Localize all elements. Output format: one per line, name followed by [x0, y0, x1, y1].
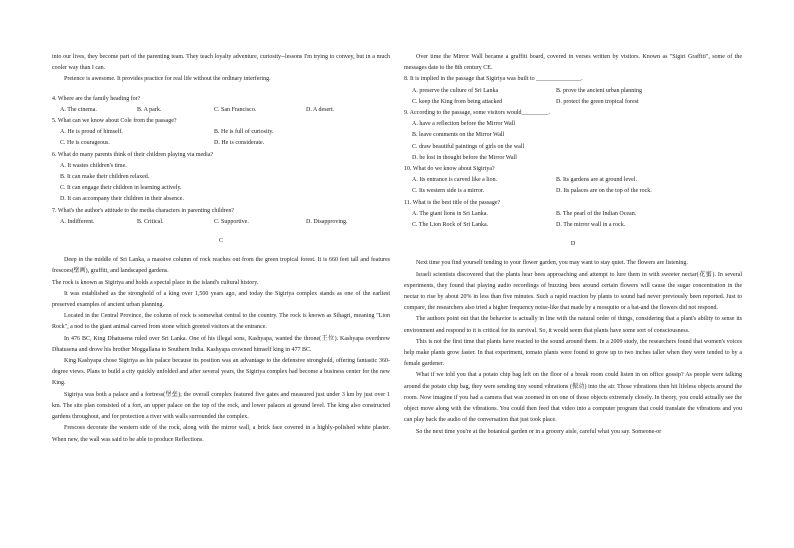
- passage-paragraph: Next time you find yourself tending to your flower garden, you may want to stay quiet. The flowers are listening.: [416, 260, 688, 267]
- option-a: A. He is proud of himself.: [60, 129, 123, 136]
- question-text: 9. According to the passage, some visitors would_________.: [404, 110, 550, 117]
- passage-paragraph: Sigiriya was both a palace and a fortress(堡垒); the overall complex featured five gates and measured just under 3 km by just over 1 km. The site plan consisted of a fort, an upper palace on the top of the rock, and lower palaces at ground level. The king also constructed gardens throughout, and for protection a river with walls surrounded the complex.: [52, 391, 390, 421]
- passage-paragraph: Frescoes decorate the western side of the rock, along with the mirror wall, a brick face covered in a highly-polished white plaster. When new, the wall was said to be able to produce Reflections.: [52, 425, 390, 443]
- option-b: B. Critical.: [137, 218, 164, 225]
- passage-paragraph: Located in the Central Province, the column of rock is somewhat central to the country. The rock is known as Sihagri, meaning "Lion Rock", a nod to the giant animal carved from stone which greeted visitors at the entrance.: [52, 313, 390, 331]
- option-c: C. Its western side is a mirror.: [412, 188, 484, 195]
- question-text: 6. What do many parents think of their children playing via media?: [52, 151, 214, 158]
- right-column: [404, 52, 742, 438]
- question-text: 4. Where are the family heading for?: [52, 95, 141, 102]
- passage-paragraph: It was established as the stronghold of a king over 1,500 years ago, and today the Sigiriya complex stands as one of the earliest preserved examples of ancient urban planning.: [52, 290, 390, 309]
- passage-paragraph: Israeli scientists discovered that the plants hear bees approaching and attempt to lure them in with sweeter nectar(花蜜). In several experiments, they found that playing audio recordings of buzzing bees around certain flowers will cause the sugar concentration in the nectar to rise by about 20% in less than five minutes. Such a rapid reaction by plants to sound had never previously been reported. Just to compare, the researchers also tried a higher frequency noise-like that made by a mosquito or a bat-and the flowers did not respond.: [404, 271, 742, 312]
- option-b: B. Its gardens are at ground level.: [556, 177, 637, 184]
- option-b: B. He is full of curiosity.: [214, 129, 274, 136]
- option-d: D. protect the green tropical forest: [556, 98, 639, 105]
- passage-paragraph: This is not the first time that plants have reacted to the sound around them. In a 2009 study, the researchers found that women's voices help make plants grow faster. In that experiment, tomato plants were found to grow up to two inches taller when they were tended to by a female gardener.: [404, 338, 742, 368]
- option-d: D. be lost in thought before the Mirror Wall: [412, 154, 517, 161]
- option-c: C. keep the King from being attacked: [412, 98, 503, 105]
- option-c: C. San Francisco.: [214, 106, 257, 113]
- option-a: A. have a reflection before the Mirror Wall: [412, 121, 516, 128]
- option-d: D. A desert.: [306, 106, 335, 113]
- option-c: C. draw beautiful paintings of girls on the wall: [412, 143, 525, 150]
- section-heading: D: [570, 241, 576, 248]
- question-7: [52, 206, 390, 228]
- option-b: B. The pearl of the Indian Ocean.: [556, 210, 637, 217]
- option-a: A. Indifferent.: [60, 218, 95, 225]
- option-b: B. It can make their children relaxed.: [60, 174, 150, 181]
- option-c: C. Supportive.: [214, 218, 249, 225]
- option-b: B. A park.: [137, 106, 162, 113]
- option-d: D. It can accompany their children in their absence.: [60, 196, 184, 203]
- option-d: D. The mirror wall in a rock.: [556, 222, 626, 229]
- question-11: [404, 198, 742, 232]
- intro-paragraph: into our lives, they become part of the parenting team. They teach loyalty adventure, curiosity--lessons I'm trying to convey, but in a much cooler way than I can.: [52, 54, 390, 72]
- passage-paragraph: King Kashyapa chose Sigiriya as his palace because its position was an advantage to the defensive stronghold, offering fantastic 360-degree views. Plans to build a city quickly unfolded and after several years, the Sigiriya complex had become a business center for the new King.: [52, 358, 390, 387]
- option-d: D. Its palaces are on the top of the rock.: [556, 188, 652, 195]
- option-a: A. The cinema.: [60, 106, 97, 113]
- option-d: D. Disapproving.: [306, 218, 348, 225]
- option-c: C. It can engage their children in learning actively.: [60, 185, 182, 192]
- question-text: 8. It is implied in the passage that Sigiriya was built to _______________.: [404, 76, 583, 83]
- question-10: [404, 164, 742, 198]
- question-4: [52, 94, 390, 116]
- passage-paragraph: The rock is known as Sigiriya and holds a special place in the island's cultural history.: [52, 279, 259, 286]
- intro-paragraph: Pretence is awesome. It provides practice for real life without the ordinary interfering.: [64, 76, 271, 83]
- question-text: 5. What can we know about Cole from the passage?: [52, 118, 177, 125]
- question-5: [52, 116, 390, 150]
- option-a: A. preserve the culture of Sri Lanka: [412, 87, 499, 94]
- option-d: D. He is considerate.: [214, 140, 265, 147]
- option-a: A. It wastes children's time.: [60, 162, 127, 169]
- passage-paragraph: The authors point out that the behavior is actually in line with the natural order of things, considering that a plant's ability to sense its environment and respond to it is critical for its survival. So, it would seem that plants have some sort of consciousness.: [404, 316, 742, 334]
- option-a: A. Its entrance is carved like a lion.: [412, 177, 498, 184]
- intro-paragraph: Over time the Mirror Wall became a graffiti board, covered in verses written by visitors. Known as "Sigiri Graffiti", some of the messages date to the 8th century CE.: [404, 54, 742, 72]
- option-b: B. leave comments on the Mirror Wall: [412, 132, 505, 139]
- passage-paragraph: Deep in the middle of Sri Lanka, a massive column of rock reaches out from the green tropical forest. It is 660 feet tall and features frescoes(壁画), graffiti, and landscaped gardens.: [52, 257, 390, 275]
- option-c: C. The Lion Rock of Sri Lanka.: [412, 222, 489, 229]
- section-heading: C: [218, 238, 223, 245]
- question-9: [404, 108, 742, 164]
- option-a: A. The giant lions in Sri Lanka.: [412, 210, 488, 217]
- question-text: 7. What's the author's attitude to the media characters in parenting children?: [52, 207, 234, 214]
- option-c: C. He is courageous.: [60, 140, 110, 147]
- passage-paragraph: What if we told you that a potato chip bag left on the floor of a break room could listen in on office gossip? As people were talking around the potato chip bag, they were sending tiny sound vibrations (振动) into the air. Those vibrations then hit lifeless objects around the room. Now imagine if you had a camera that was zoomed in on one of those objects extremely closely. In theory, you could actually see the object move along with the vibrations. You could then feed that video into a computer program that could translate the vibrations and you can play back the audio of the conversation that just took place.: [404, 372, 742, 424]
- left-column: [52, 52, 390, 446]
- option-b: B. prove the ancient urban planning: [556, 87, 642, 94]
- passage-paragraph: In 476 BC, King Dhatusena ruled over Sri Lanka. One of his illegal sons, Kashyapa, wanted the throne(王位). Kashyapa overthrew Dhatusena and drove his brother Moggallana to Southern India. Kashyapa crowned himself king in 477 BC.: [52, 335, 390, 353]
- passage-paragraph: So the next time you're at the botanical garden or in a grocery aisle, careful what you say. Someone-or: [416, 428, 662, 435]
- question-6: [52, 150, 390, 206]
- question-8: [404, 74, 742, 108]
- question-text: 11. What is the best title of the passage?: [404, 199, 501, 206]
- question-text: 10. What do we know about Sigiriya?: [404, 166, 495, 173]
